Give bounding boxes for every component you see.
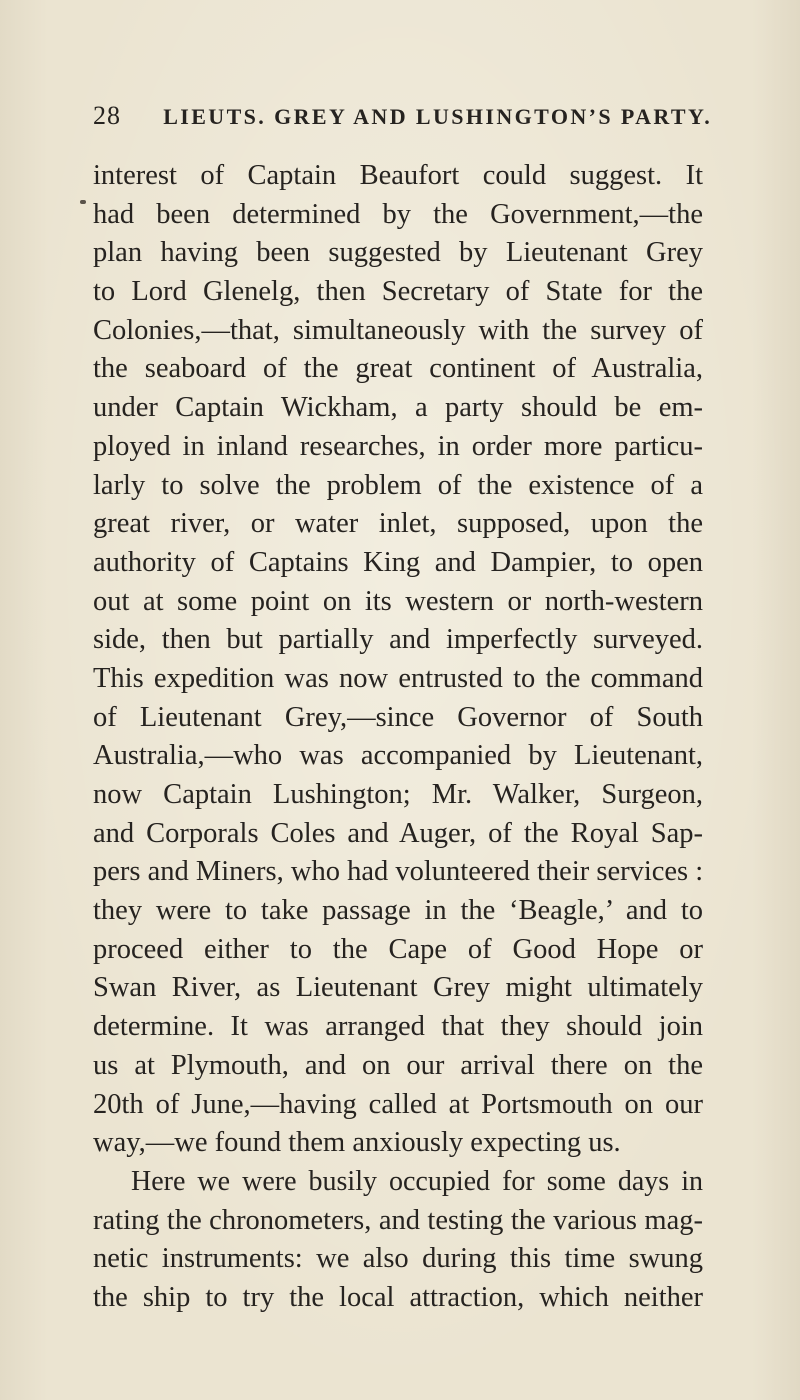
text-line: netic instruments: we also during this time swung [93, 1243, 703, 1275]
text-line: had been determined by the Government,—the [93, 198, 703, 230]
text-line: authority of Captains King and Dampier, to open [93, 546, 703, 578]
text-line: 20th of June,—having called at Portsmouth on our [93, 1088, 703, 1120]
text-line: they were to take passage in the ‘Beagle,’ and to [93, 895, 703, 927]
text-line: and Corporals Coles and Auger, of the Royal Sap- [93, 817, 703, 849]
text-line: proceed either to the Cape of Good Hope or [93, 933, 703, 965]
text-line: to Lord Glenelg, then Secretary of State for the [93, 276, 703, 308]
text-line: determine. It was arranged that they should join [93, 1011, 703, 1043]
text-line: us at Plymouth, and on our arrival there on the [93, 1049, 703, 1081]
margin-mark [80, 200, 86, 204]
text-line: of Lieutenant Grey,—since Governor of South [93, 701, 703, 733]
body-text [93, 157, 703, 1318]
text-line: out at some point on its western or north-western [93, 585, 703, 617]
text-line: Colonies,—that, simultaneously with the survey of [93, 314, 703, 346]
text-line: interest of Captain Beaufort could suggest. It [93, 160, 703, 191]
page-number: 28 [93, 101, 121, 130]
text-line: Swan River, as Lieutenant Grey might ultimately [93, 972, 703, 1004]
text-line: Here we were busily occupied for some days in [131, 1165, 703, 1197]
running-head [93, 101, 733, 141]
running-title: LIEUTS. GREY AND LUSHINGTON’S PARTY. [163, 104, 713, 129]
text-line: This expedition was now entrusted to the command [93, 662, 703, 694]
text-line: Australia,—who was accompanied by Lieutenant, [93, 740, 703, 772]
text-line: the seaboard of the great continent of Australia, [93, 353, 703, 385]
text-line: now Captain Lushington; Mr. Walker, Surgeon, [93, 779, 703, 810]
text-line: rating the chronometers, and testing the various mag- [93, 1204, 703, 1236]
text-line: great river, or water inlet, supposed, upon the [93, 508, 703, 540]
text-line: larly to solve the problem of the existence of a [93, 469, 703, 501]
text-line: the ship to try the local attraction, which neither [93, 1281, 703, 1313]
text-line: under Captain Wickham, a party should be em- [93, 392, 703, 424]
text-line: plan having been suggested by Lieutenant Grey [93, 237, 703, 269]
text-line: pers and Miners, who had volunteered their services : [93, 856, 704, 888]
text-line: ployed in inland researches, in order more particu- [93, 430, 703, 462]
text-line: way,—we found them anxiously expecting us. [93, 1127, 621, 1159]
text-line: side, then but partially and imperfectly surveyed. [93, 624, 703, 656]
